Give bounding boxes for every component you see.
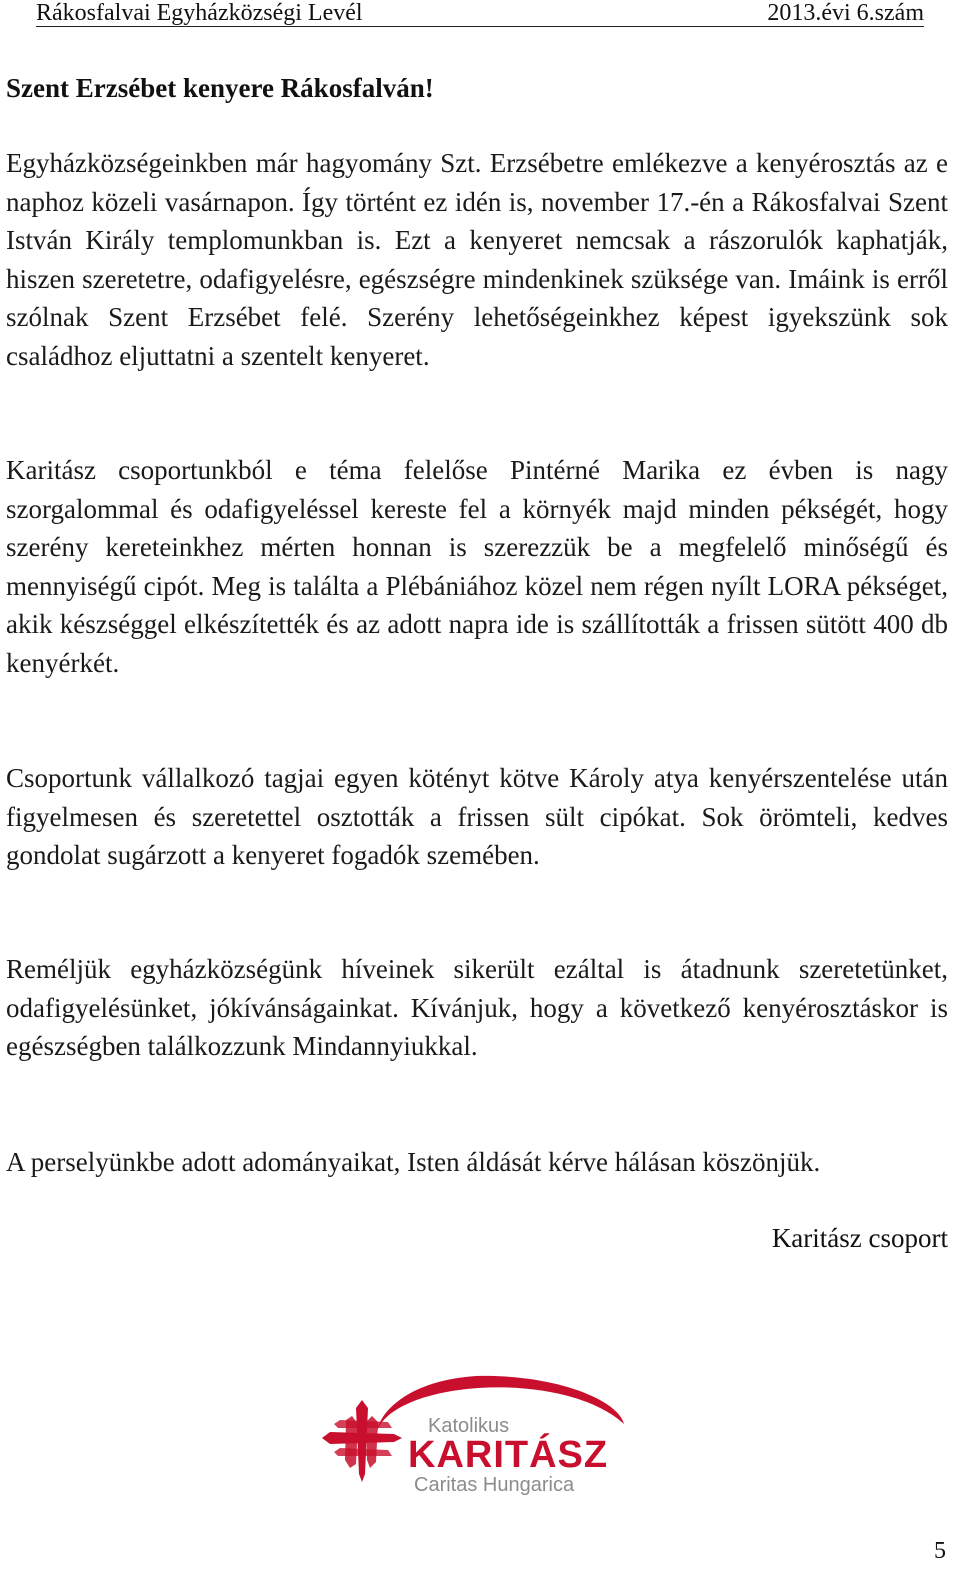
svg-text:KARITÁSZ: KARITÁSZ	[408, 1434, 609, 1476]
article-title: Szent Erzsébet kenyere Rákosfalván!	[6, 73, 434, 103]
article-paragraph: Egyházközségeinkben már hagyomány Szt. Erzsébetre emlékezve a kenyérosztás az e naphoz közeli vasárnapon. Így történt ez idén is, november 17.-én a Rákosfalvai Szent István Király templomunkban is. Ezt a kenyeret nemcsak a rászorulók kaphatják, hiszen szeretetre, odafigyelésre, egészségre mindenkinek szüksége van. Imáink is erről szólnak Szent Erzsébet felé. Szerény lehetőségeinkhez képest igyekszünk sok családhoz eljuttatni a szentelt kenyeret.	[6, 148, 948, 371]
svg-text:Katolikus: Katolikus	[428, 1415, 510, 1437]
article-paragraph: Karitász csoportunkból e téma felelőse Pintérné Marika ez évben is nagy szorgalommal és odafigyeléssel kereste fel a környék majd minden pékségét, hogy szerény kereteinkhez mérten honnan is szerezzük be a megfelelő minőségű és mennyiségű cipót. Meg is találta a Plébániához közel nem régen nyílt LORA pékséget, akik készséggel elkészítették és az adott napra ide is szállították a frissen sütött 400 db kenyérkét.	[6, 455, 948, 678]
karitasz-logo	[318, 1372, 638, 1504]
newsletter-name: Rákosfalvai Egyházközségi Levél	[36, 0, 363, 26]
article-paragraph: A perselyünkbe adott adományaikat, Isten áldását kérve hálásan köszönjük.	[6, 1147, 821, 1177]
article-paragraph: Csoportunk vállalkozó tagjai egyen kötényt kötve Károly atya kenyérszentelése után figyelmesen és szeretettel osztották a frissen sült cipókat. Sok örömteli, kedves gondolat sugárzott a kenyeret fogadók szemében.	[6, 763, 948, 871]
svg-text:Caritas Hungarica: Caritas Hungarica	[414, 1474, 575, 1496]
issue-number: 2013.évi 6.szám	[767, 0, 924, 26]
page-number: 5	[934, 1538, 946, 1564]
page-header	[36, 0, 924, 27]
article-signature: Karitász csoport	[771, 1223, 948, 1253]
article-paragraph: Reméljük egyházközségünk híveinek sikerült ezáltal is átadnunk szeretetünket, odafigyelésünket, jókívánságainkat. Kívánjuk, hogy a következő kenyérosztáskor is egészségben találkozzunk Mindannyiukkal.	[6, 954, 948, 1062]
